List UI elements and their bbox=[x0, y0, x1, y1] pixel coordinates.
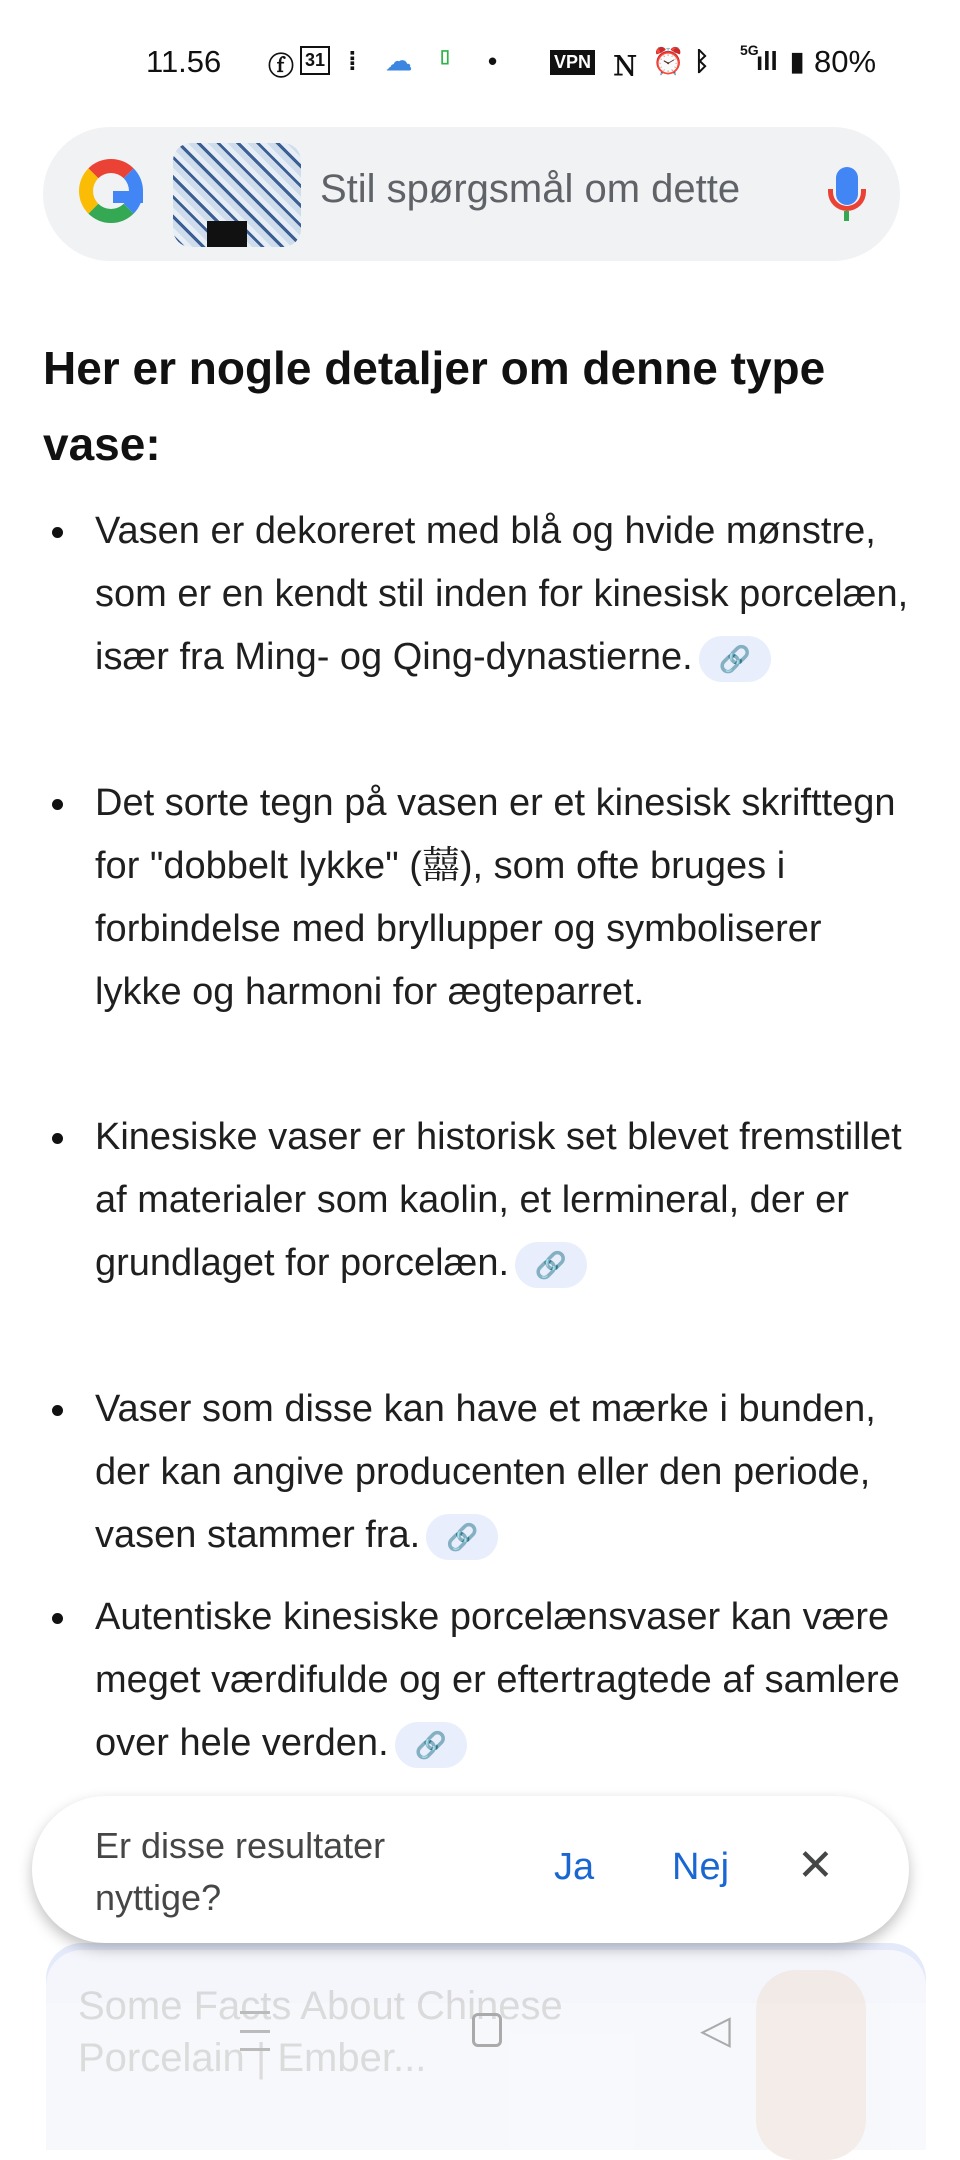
recent-apps-button[interactable] bbox=[240, 2011, 270, 2051]
battery-percent: 80% bbox=[814, 44, 877, 79]
weather-icon: ☁ bbox=[386, 46, 412, 76]
answer-heading: Her er nogle detaljer om denne type vase: bbox=[43, 342, 826, 470]
battery-charging-icon: ▯ bbox=[440, 46, 450, 66]
bluetooth-icon: ᛒ bbox=[694, 46, 710, 76]
feedback-yes-button[interactable]: Ja bbox=[554, 1846, 595, 1888]
back-button[interactable]: ◁ bbox=[700, 2008, 731, 2052]
status-time: 11.56 bbox=[146, 44, 222, 79]
vase-thumbnail[interactable] bbox=[173, 143, 301, 247]
nfc-icon: Ｎ bbox=[612, 51, 639, 81]
result-card-image bbox=[756, 1970, 866, 2160]
alarm-icon: ⏰ bbox=[652, 46, 685, 76]
google-logo-icon[interactable] bbox=[79, 159, 143, 223]
facebook-icon: ⓕ bbox=[268, 51, 295, 81]
navigation-bar bbox=[0, 2005, 960, 2065]
calendar-icon: 31 bbox=[300, 46, 330, 75]
search-bar[interactable] bbox=[43, 127, 900, 261]
battery-icon: ▮ bbox=[790, 46, 805, 76]
close-icon[interactable]: ✕ bbox=[797, 1841, 834, 1890]
list-item-text: Vaser som disse kan have et mærke i bunden, der kan angive producenten eller den periode, vasen stammer fra. bbox=[95, 1388, 876, 1556]
vpn-icon: VPN bbox=[550, 50, 595, 75]
search-input[interactable]: Stil spørgsmål om dette bbox=[320, 167, 741, 211]
status-bar bbox=[0, 40, 960, 88]
steps-icon: ⁞ bbox=[348, 46, 357, 76]
list-item-text: Vasen er dekoreret med blå og hvide mønstre, som er en kendt stil inden for kinesisk porcelæn, især fra Ming- og Qing-dynastierne. bbox=[95, 510, 909, 678]
list-item bbox=[95, 1378, 915, 1567]
list-item bbox=[95, 1586, 915, 1775]
source-link-icon[interactable]: 🔗 bbox=[395, 1722, 467, 1768]
dot-icon: • bbox=[488, 46, 498, 76]
feedback-question: Er disse resultater nyttige? bbox=[95, 1825, 386, 1918]
list-item-text: Det sorte tegn på vasen er et kinesisk skrifttegn for "dobbelt lykke" (囍), som ofte bruges i forbindelse med bryllupper og symboliserer lykke og harmoni for ægteparret. bbox=[95, 782, 896, 1013]
network-type: 5G bbox=[740, 42, 759, 58]
result-card-title[interactable]: Some Facts About Chinese Porcelain | Ember... bbox=[78, 1984, 563, 2080]
source-link-icon[interactable]: 🔗 bbox=[699, 636, 771, 682]
feedback-no-button[interactable]: Nej bbox=[672, 1846, 730, 1888]
list-item-text: Kinesiske vaser er historisk set blevet fremstillet af materialer som kaolin, et lermineral, der er grundlaget for porcelæn. bbox=[95, 1116, 902, 1284]
list-item-text: Autentiske kinesiske porcelænsvaser kan være meget værdifulde og er eftertragtede af samlere over hele verden. bbox=[95, 1596, 900, 1764]
list-item bbox=[95, 772, 915, 1024]
list-item bbox=[95, 1106, 915, 1295]
source-link-icon[interactable]: 🔗 bbox=[515, 1242, 587, 1288]
feedback-popup bbox=[32, 1796, 909, 1943]
list-item bbox=[95, 500, 915, 689]
signal-icon: ıll bbox=[756, 46, 778, 76]
source-link-icon[interactable]: 🔗 bbox=[426, 1514, 498, 1560]
home-button[interactable] bbox=[472, 2013, 502, 2047]
